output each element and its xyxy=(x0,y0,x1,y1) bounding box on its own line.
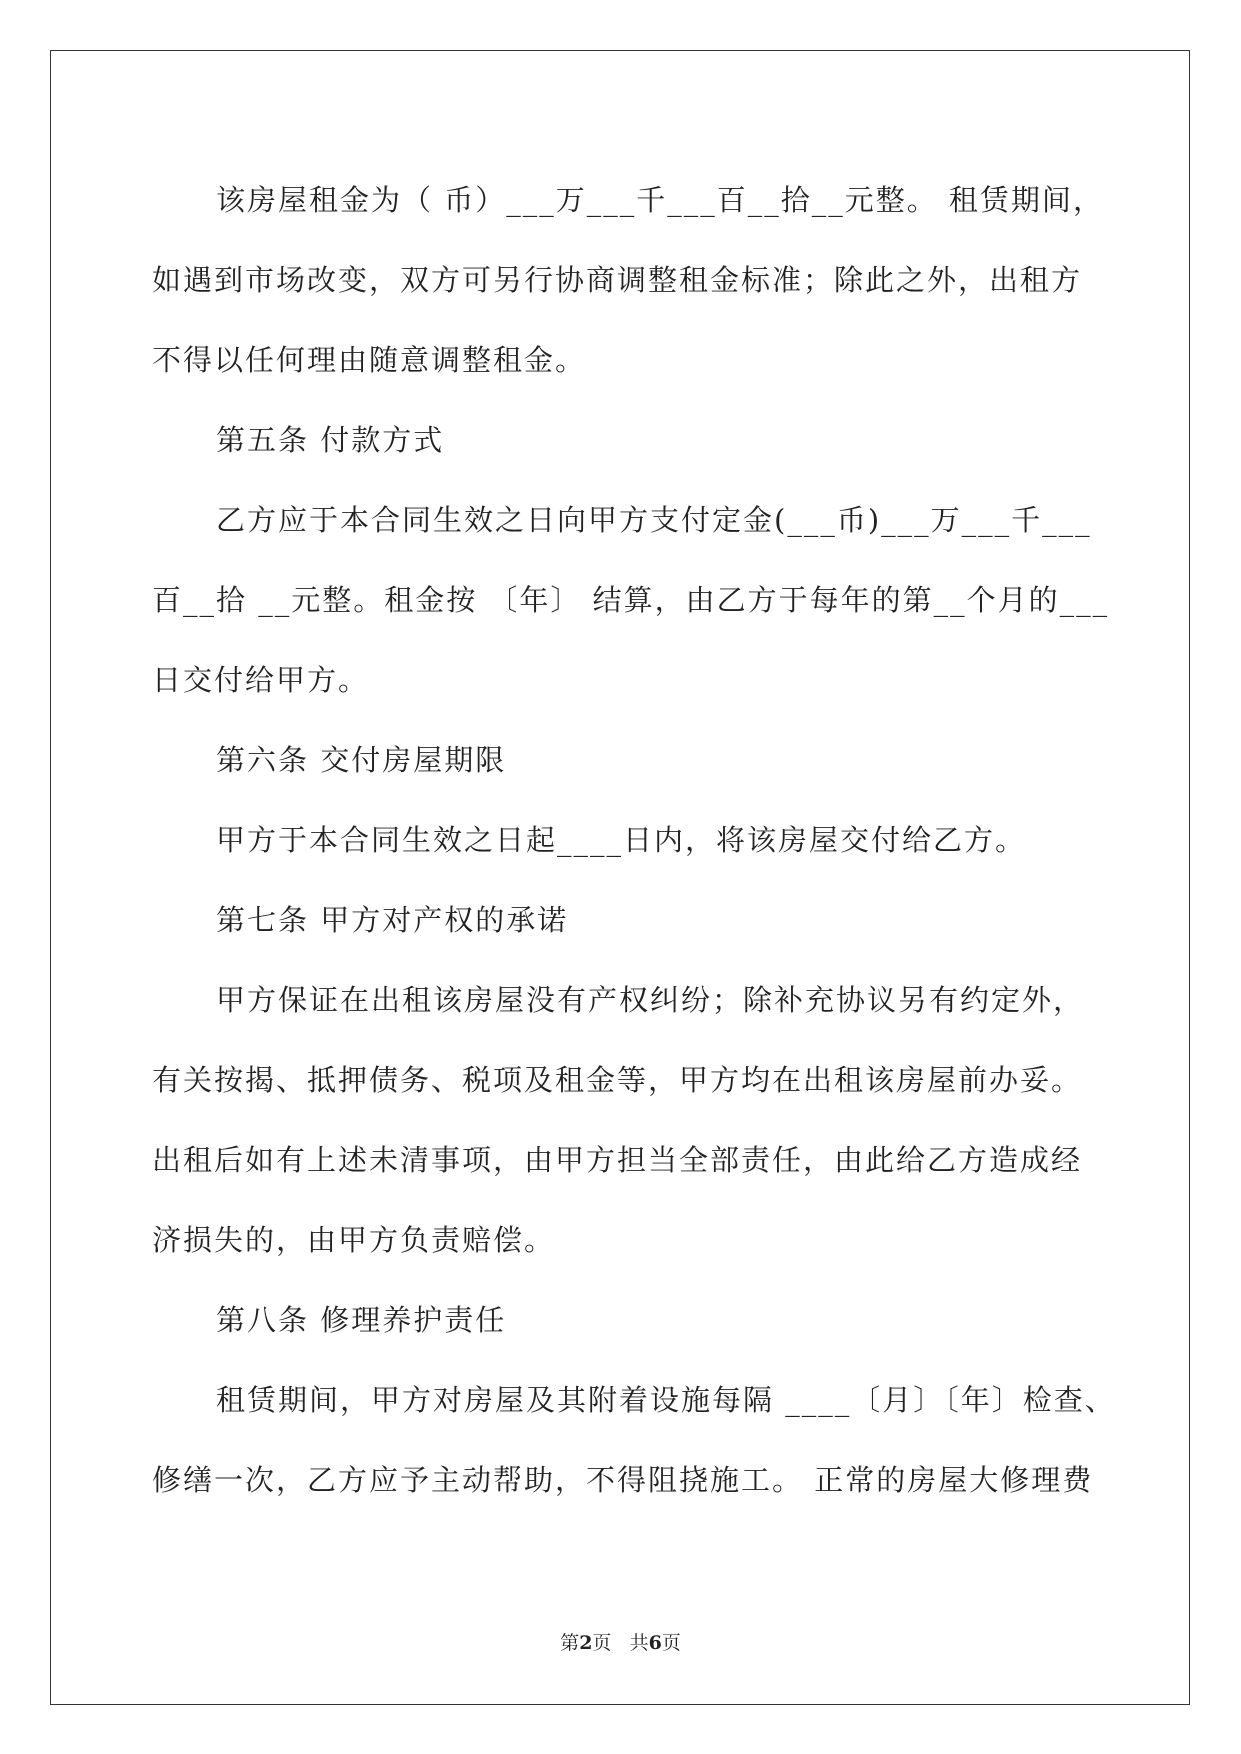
total-pages-number: 6 xyxy=(648,1632,662,1654)
footer-page-word: 页 xyxy=(592,1632,612,1654)
paragraph-rent-amount: 该房屋租金为（ 币）___万___千___百__拾__元整。 租赁期间， xyxy=(216,183,1104,217)
paragraph-payment: 乙方应于本合同生效之日向甲方支付定金(___币)___万___千___ xyxy=(216,503,1092,537)
paragraph-ownership-end: 济损失的，由甲方负责赔偿。 xyxy=(152,1223,556,1257)
paragraph-ownership: 甲方保证在出租该房屋没有产权纠纷；除补充协议另有约定外， xyxy=(216,983,1085,1017)
paragraph-maintenance: 租赁期间，甲方对房屋及其附着设施每隔 ____〔月〕〔年〕检查、 xyxy=(216,1383,1116,1417)
paragraph-rent-amount-end: 不得以任何理由随意调整租金。 xyxy=(152,343,587,377)
paragraph-ownership-cont-2: 出租后如有上述未清事项，由甲方担当全部责任，由此给乙方造成经 xyxy=(152,1143,1083,1177)
paragraph-maintenance-cont: 修缮一次，乙方应予主动帮助，不得阻挠施工。 正常的房屋大修理费 xyxy=(152,1463,1094,1497)
footer-total-prefix: 共 xyxy=(629,1632,649,1654)
paragraph-rent-amount-cont: 如遇到市场改变，双方可另行协商调整租金标准；除此之外，出租方 xyxy=(152,263,1083,297)
heading-article-5: 第五条 付款方式 xyxy=(216,423,445,457)
heading-article-7: 第七条 甲方对产权的承诺 xyxy=(216,903,569,937)
paragraph-ownership-cont-1: 有关按揭、抵押债务、税项及租金等，甲方均在出租该房屋前办妥。 xyxy=(152,1063,1083,1097)
footer-total-suffix: 页 xyxy=(661,1632,681,1654)
paragraph-payment-end: 日交付给甲方。 xyxy=(152,663,370,697)
footer-prefix: 第 xyxy=(560,1632,580,1654)
paragraph-delivery: 甲方于本合同生效之日起____日内，将该房屋交付给乙方。 xyxy=(216,823,1027,857)
current-page-number: 2 xyxy=(579,1632,593,1654)
document-body xyxy=(152,160,1116,1520)
paragraph-payment-cont: 百__拾 __元整。租金按 〔年〕 结算，由乙方于每年的第__个月的___ xyxy=(152,583,1110,617)
page-footer xyxy=(0,1628,1241,1655)
heading-article-8: 第八条 修理养护责任 xyxy=(216,1303,507,1337)
heading-article-6: 第六条 交付房屋期限 xyxy=(216,743,507,777)
